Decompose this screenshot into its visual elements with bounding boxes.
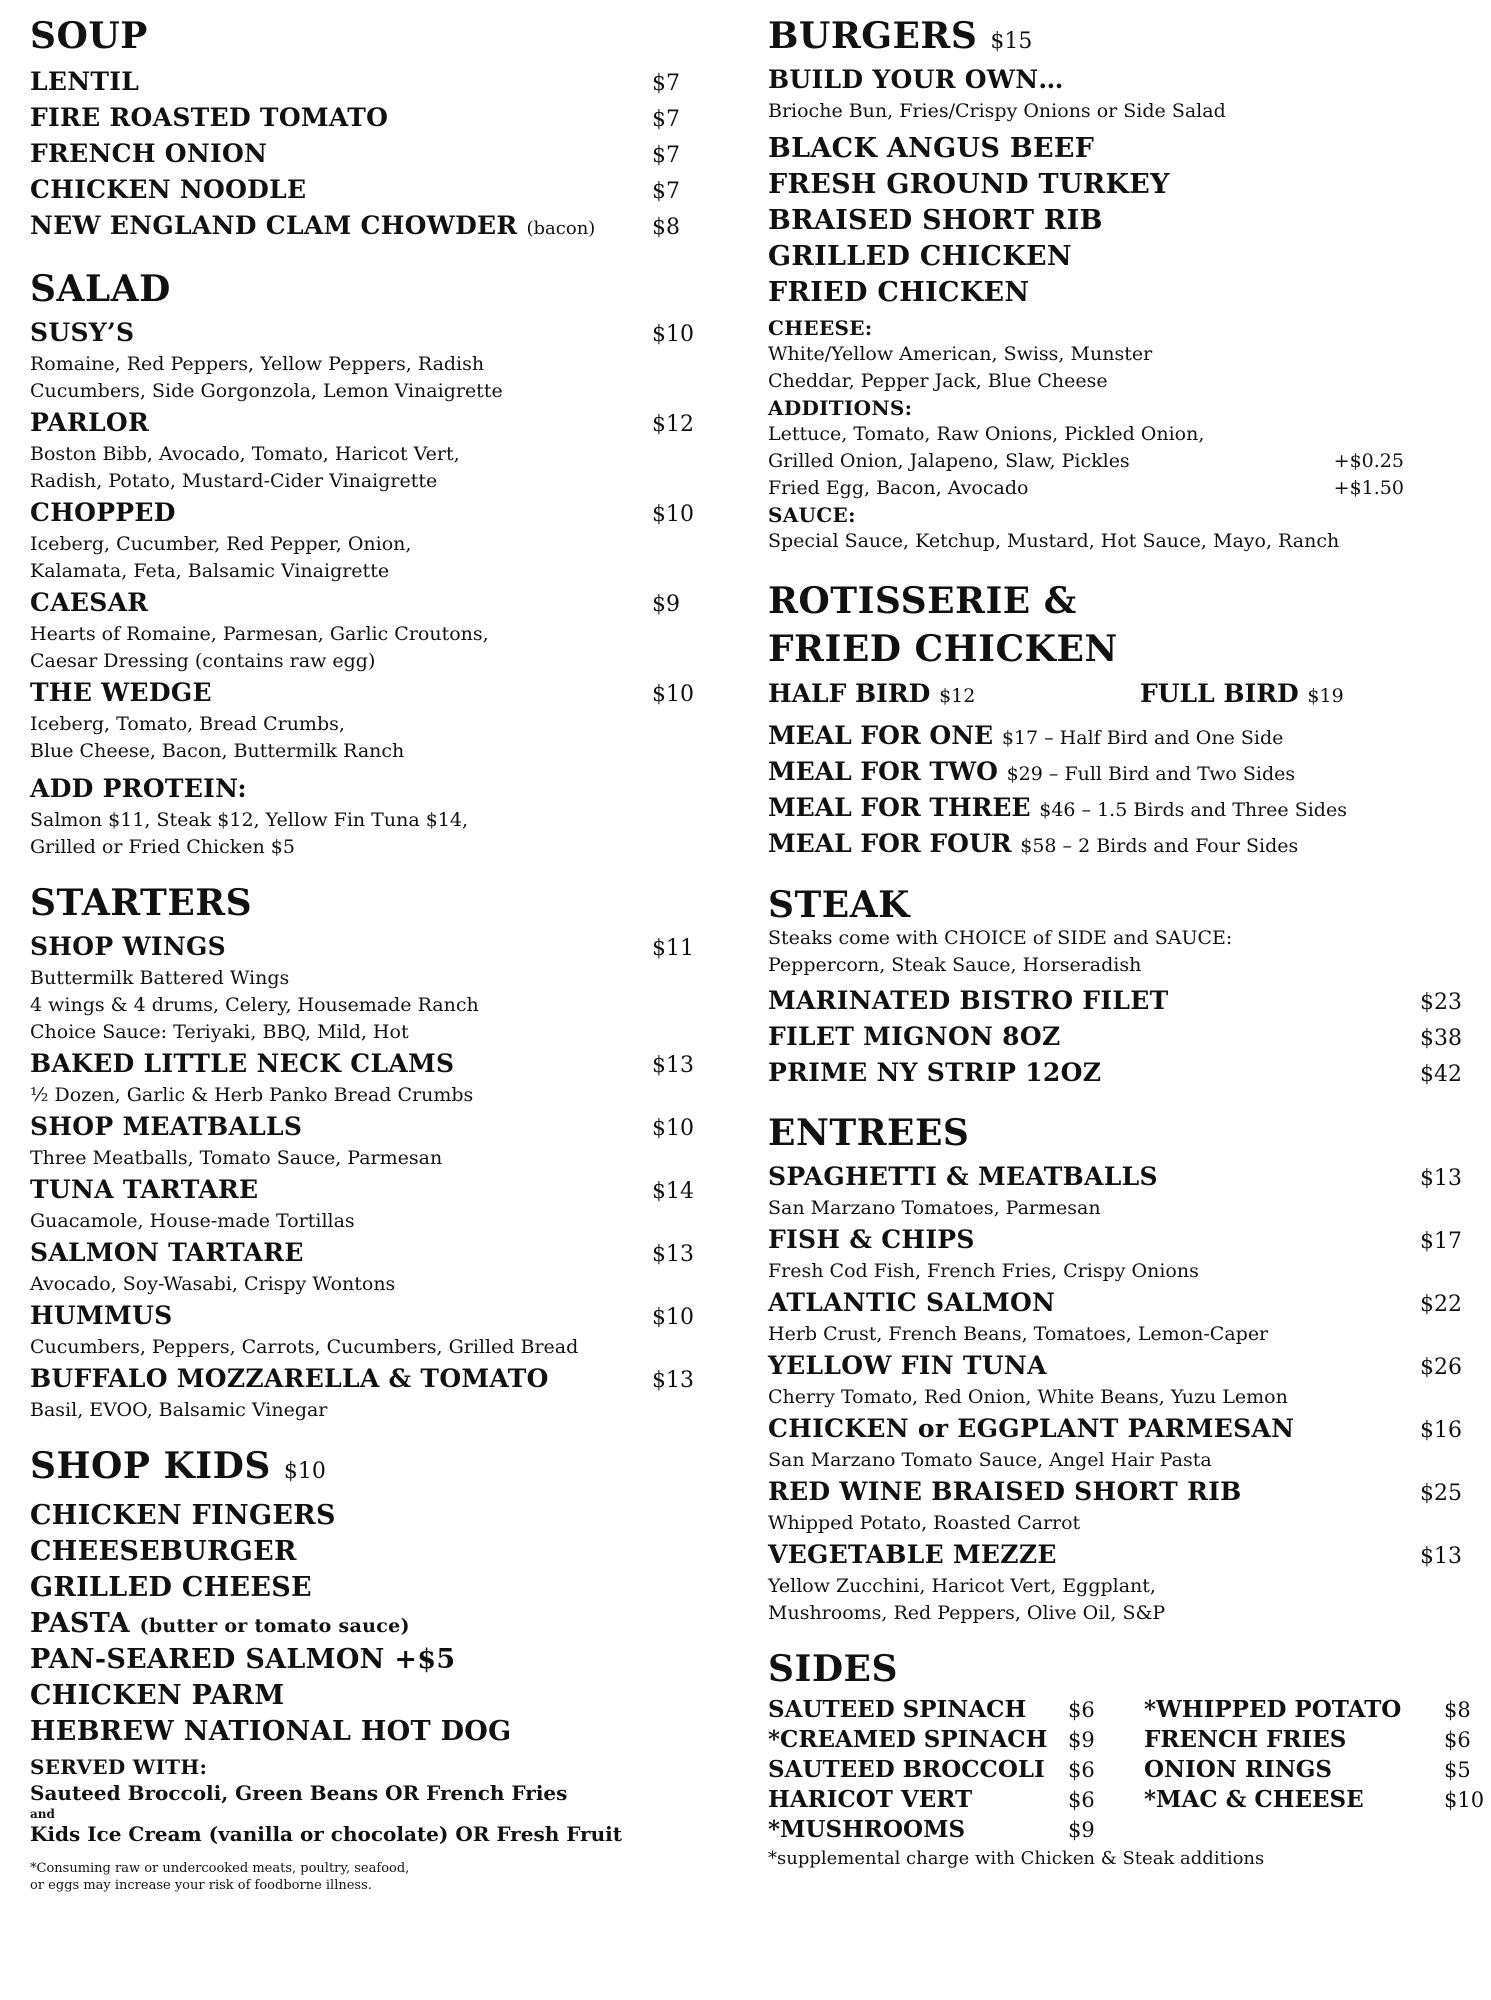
meal-item: MEAL FOR THREE $46 – 1.5 Birds and Three Sides	[768, 793, 1347, 822]
sides-note: *supplemental charge with Chicken & Steak additions	[768, 1848, 1265, 1869]
menu-item: CHOPPED $10 Iceberg, Cucumber, Red Pepper, Onion, Kalamata, Feta, Balsamic Vinaigrette	[30, 498, 694, 582]
menu-item: SUSY’S $10 Romaine, Red Peppers, Yellow Peppers, Radish Cucumbers, Side Gorgonzola, Lemon Vinaigrette	[30, 318, 694, 402]
menu-item: SHOP WINGS $11 Buttermilk Battered Wings 4 wings & 4 drums, Celery, Housemade Ranch Choice Sauce: Teriyaki, BBQ, Mild, Hot	[30, 932, 694, 1043]
entree-item: VEGETABLE MEZZE $13 Yellow Zucchini, Haricot Vert, Eggplant, Mushrooms, Red Peppers, Olive Oil, S&P	[768, 1540, 1462, 1624]
kids-item: GRILLED CHEESE	[30, 1572, 312, 1603]
entree-item: ATLANTIC SALMON $22 Herb Crust, French Beans, Tomatoes, Lemon-Caper	[768, 1288, 1462, 1345]
kids-item: PAN-SEARED SALMON +$5	[30, 1644, 456, 1675]
menu-item: FRENCH ONION $7	[30, 139, 680, 168]
additions-row: Fried Egg, Bacon, Avocado +$1.50	[768, 477, 1404, 499]
salad-heading: SALAD	[30, 268, 171, 310]
served-with-text: Kids Ice Cream (vanilla or chocolate) OR Fresh Fruit	[30, 1822, 622, 1846]
add-protein-label: ADD PROTEIN:	[30, 774, 247, 803]
meal-item: MEAL FOR TWO $29 – Full Bird and Two Sides	[768, 757, 1296, 786]
cheese-label: CHEESE:	[768, 316, 873, 340]
sides-heading: SIDES	[768, 1648, 898, 1690]
sauce-label: SAUCE:	[768, 503, 856, 527]
menu-item: HUMMUS $10 Cucumbers, Peppers, Carrots, Cucumbers, Grilled Bread	[30, 1301, 694, 1358]
menu-item: LENTIL $7	[30, 67, 680, 96]
entree-item: RED WINE BRAISED SHORT RIB $25 Whipped Potato, Roasted Carrot	[768, 1477, 1462, 1534]
steak-heading: STEAK	[768, 884, 910, 926]
meal-item: MEAL FOR FOUR $58 – 2 Birds and Four Sides	[768, 829, 1299, 858]
menu-item: CAESAR $9 Hearts of Romaine, Parmesan, Garlic Croutons, Caesar Dressing (contains raw egg)	[30, 588, 680, 672]
menu-item: THE WEDGE $10 Iceberg, Tomato, Bread Crumbs, Blue Cheese, Bacon, Buttermilk Ranch	[30, 678, 694, 762]
steak-item: MARINATED BISTRO FILET $23	[768, 986, 1462, 1015]
burger-item: BLACK ANGUS BEEF	[768, 133, 1095, 164]
burgers-heading: BURGERS $15	[768, 15, 1033, 57]
additions-row: Grilled Onion, Jalapeno, Slaw, Pickles +$0.25	[768, 450, 1404, 472]
burger-item: FRIED CHICKEN	[768, 277, 1030, 308]
kids-item: CHICKEN PARM	[30, 1680, 285, 1711]
entrees-heading: ENTREES	[768, 1112, 970, 1154]
kids-price: $10	[283, 1459, 326, 1484]
burger-item: FRESH GROUND TURKEY	[768, 169, 1170, 200]
disclaimer: or eggs may increase your risk of foodborne illness.	[30, 1878, 372, 1893]
soup-heading: SOUP	[30, 15, 148, 57]
bird-row: HALF BIRD $12 FULL BIRD $19	[768, 679, 1344, 708]
entree-item: YELLOW FIN TUNA $26 Cherry Tomato, Red Onion, White Beans, Yuzu Lemon	[768, 1351, 1462, 1408]
menu-item: FIRE ROASTED TOMATO $7	[30, 103, 680, 132]
menu-item: BAKED LITTLE NECK CLAMS $13 ½ Dozen, Garlic & Herb Panko Bread Crumbs	[30, 1049, 694, 1106]
entree-item: CHICKEN or EGGPLANT PARMESAN $16 San Marzano Tomato Sauce, Angel Hair Pasta	[768, 1414, 1462, 1471]
menu-item: BUFFALO MOZZARELLA & TOMATO $13 Basil, EVOO, Balsamic Vinegar	[30, 1364, 694, 1421]
served-with-text: Sauteed Broccoli, Green Beans OR French Fries	[30, 1781, 568, 1805]
kids-item: HEBREW NATIONAL HOT DOG	[30, 1716, 512, 1747]
menu-item: CHICKEN NOODLE $7	[30, 175, 680, 204]
entree-item: SPAGHETTI & MEATBALLS $13 San Marzano Tomatoes, Parmesan	[768, 1162, 1462, 1219]
steak-item: FILET MIGNON 8OZ $38	[768, 1022, 1462, 1051]
sides-grid: SAUTEED SPINACH $6 *WHIPPED POTATO $8 *CREAMED SPINACH $9 FRENCH FRIES $6 SAUTEED BROCCOLI $6 ONION RINGS $5 HARICOT VERT $6 *MAC & CHEESE $10 *MUSHROOMS $9	[768, 1696, 1485, 1843]
kids-item: PASTA (butter or tomato sauce)	[30, 1608, 410, 1639]
add-protein-text: Grilled or Fried Chicken $5	[30, 836, 295, 858]
rotisserie-heading: ROTISSERIE &	[768, 580, 1077, 622]
add-protein-text: Salmon $11, Steak $12, Yellow Fin Tuna $14,	[30, 809, 469, 831]
kids-item: CHICKEN FINGERS	[30, 1500, 336, 1531]
byo-label: BUILD YOUR OWN…	[768, 65, 1064, 94]
byo-desc: Brioche Bun, Fries/Crispy Onions or Side Salad	[768, 100, 1226, 122]
menu-item: TUNA TARTARE $14 Guacamole, House-made Tortillas	[30, 1175, 694, 1232]
steak-item: PRIME NY STRIP 12OZ $42	[768, 1058, 1462, 1087]
kids-heading: SHOP KIDS $10	[30, 1445, 326, 1487]
menu-item: SHOP MEATBALLS $10 Three Meatballs, Tomato Sauce, Parmesan	[30, 1112, 694, 1169]
left-column	[30, 16, 700, 1894]
menu-item: PARLOR $12 Boston Bibb, Avocado, Tomato, Haricot Vert, Radish, Potato, Mustard-Cider Vinaigrette	[30, 408, 694, 492]
right-column: BURGERS $15 BUILD YOUR OWN… Brioche Bun, Fries/Crispy Onions or Side Salad BLACK ANGUS BEEF FRESH GROUND TURKEY BRAISED SHORT RIB GRILLED CHICKEN FRIED CHICKEN CHEESE: White/Yellow American, Swiss, Munster Cheddar, Pepper Jack, Blue Cheese ADDITIONS: Lettuce, Tomato, Raw Onions, Pickled Onion, Grilled Onion, Jalapeno, Slaw, Pickles +$0.25 Fried Egg, Bacon, Avocado +$1.50 SAUCE: Special Sauce, Ketchup, Mustard, Hot Sauce, Mayo, Ranch ROTISSERIE & FRIED CHICKEN HALF BIRD $12 FULL BIRD $19 MEAL FOR ONE $17 – Half Bird and One Side MEAL FOR TWO $29 – Full Bird and Two Sides MEAL FOR THREE $46 – 1.5 Birds and Three Sides MEAL FOR FOUR $58 – 2 Birds and Four Sides STEAK Steaks come with CHOICE of SIDE and SAUCE: Peppercorn, Steak Sauce, Horseradish MARINATED BISTRO FILET $23 FILET MIGNON 8OZ $38 PRIME NY STRIP 12OZ $42 ENTREES SPAGHETTI & MEATBALLS $13 San Marzano Tomatoes, Parmesan FISH & CHIPS $17 Fresh Cod Fish, French Fries, Crispy Onions ATLANTIC SALMON $22 Herb Crust, French Beans, Tomatoes, Lemon-Caper YELLOW FIN TUNA $26 Cherry Tomato, Red Onion, White Beans, Yuzu Lemon CHICKEN or EGGPLANT PARMESAN $16 San Marzano Tomato Sauce, Angel Hair Pasta RED WINE BRAISED SHORT RIB $25 Whipped Potato, Roasted Carrot VEGETABLE MEZZE $13 Yellow Zucchini, Haricot Vert, Eggplant, Mushrooms, Red Peppers, Olive Oil, S&P SIDES SAUTEED SPINACH $6 *WHIPPED POTATO $8 *CREAMED SPINACH $9 FRENCH FRIES $6 SAUTEED BROCCOLI $6 ONION RINGS $5 HARICOT VERT $6 *MAC & CHEESE $10 *MUSHROOMS $9 *supplemental charge with Chicken & Steak additions	[768, 16, 1468, 1872]
kids-item: CHEESEBURGER	[30, 1536, 297, 1567]
rotisserie-heading: FRIED CHICKEN	[768, 628, 1118, 670]
entree-item: FISH & CHIPS $17 Fresh Cod Fish, French Fries, Crispy Onions	[768, 1225, 1462, 1282]
starters-heading: STARTERS	[30, 882, 253, 924]
burger-item: BRAISED SHORT RIB	[768, 205, 1103, 236]
burger-item: GRILLED CHICKEN	[768, 241, 1072, 272]
burgers-price: $15	[990, 29, 1033, 54]
menu-item: NEW ENGLAND CLAM CHOWDER (bacon) $8	[30, 211, 680, 240]
served-with-and: and	[30, 1807, 55, 1821]
meal-item: MEAL FOR ONE $17 – Half Bird and One Side	[768, 721, 1284, 750]
disclaimer: *Consuming raw or undercooked meats, poultry, seafood,	[30, 1861, 410, 1876]
menu-item: SALMON TARTARE $13 Avocado, Soy-Wasabi, Crispy Wontons	[30, 1238, 694, 1295]
additions-label: ADDITIONS:	[768, 396, 913, 420]
served-with-label: SERVED WITH:	[30, 1755, 208, 1779]
